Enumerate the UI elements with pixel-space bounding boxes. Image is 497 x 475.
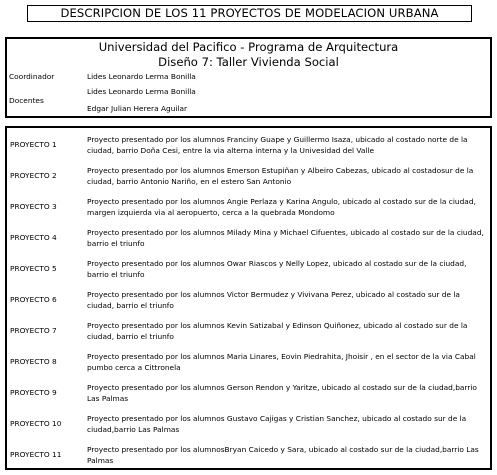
course-info-box [5,37,492,118]
project-label: PROYECTO 6 [10,295,57,304]
coordinator-name: Lides Leonardo Lerma Bonilla [87,72,196,81]
project-label: PROYECTO 10 [10,419,62,428]
project-description: Proyecto presentado por los alumnos Franciny Guape y Guillermo Isaza, ubicado al costado norte de la ciudad, barrio Doña Cesi, entre la via alterna interna y la Univesidad del Valle [87,135,468,155]
project-description: Proyecto presentado por los alumnos Angie Perlaza y Karina Angulo, ubicado al costado sur de la ciudad, margen izquierda via al aeropuerto, cerca a la quebrada Mondomo [87,197,476,217]
project-description: Proyecto presentado por los alumnos Gustavo Cajigas y Cristian Sanchez, ubicado al costado sur de la ciudad,barrio Las Palmas [87,414,467,434]
teacher-name: Edgar Julian Herera Aguilar [87,104,188,113]
project-description: Proyecto presentado por los alumnosBryan Caicedo y Sara, ubicado al costado sur de la ciudad,barrio Las Palmas [87,445,479,465]
projects-table [5,126,492,470]
teacher-name: Lides Leonardo Lerma Bonilla [87,87,196,96]
project-label: PROYECTO 2 [10,171,57,180]
project-row [7,224,490,254]
project-label: PROYECTO 8 [10,357,57,366]
project-description: Proyecto presentado por los alumnos Owar Riascos y Nelly Lopez, ubicado al costado sur de la ciudad, barrio el triunfo [87,259,467,279]
project-row [7,379,490,409]
project-row [7,317,490,347]
project-row [7,131,490,161]
coordinator-label: Coordinador [9,72,55,81]
project-label: PROYECTO 3 [10,202,57,211]
project-row [7,410,490,440]
project-description: Proyecto presentado por los alumnos Gerson Rendon y Yaritze, ubicado al costado sur de la ciudad,barrio Las Palmas [87,383,477,403]
project-description: Proyecto presentado por los alumnos Milady Mina y Michael Cifuentes, ubicado al costado sur de la ciudad, barrio el triunfo [87,228,484,248]
university-program-heading: Universidad del Pacifico - Programa de Arquitectura [98,40,399,54]
project-description: Proyecto presentado por los alumnos Victor Bermudez y Vivivana Perez, ubicado al costado sur de la ciudad, barrio el triunfo [87,290,460,310]
project-label: PROYECTO 11 [10,450,62,459]
project-label: PROYECTO 4 [10,233,57,242]
project-label: PROYECTO 9 [10,388,57,397]
project-description: Proyecto presentado por los alumnos Maria Linares, Eovin Piedrahita, Jhoisir , en el sector de la via Cabal pumbo cerca a Cittronela [87,352,476,372]
project-label: PROYECTO 7 [10,326,57,335]
project-label: PROYECTO 5 [10,264,57,273]
project-row [7,255,490,285]
teachers-label: Docentes [9,96,44,105]
project-row [7,348,490,378]
document-title: DESCRIPCION DE LOS 11 PROYECTOS DE MODELACION URBANA [27,5,472,22]
project-description: Proyecto presentado por los alumnos Kevin Satizabal y Edinson Quiñonez, ubicado al costado sur de la ciudad, barrio el triunfo [87,321,468,341]
project-row [7,286,490,316]
project-row [7,162,490,192]
project-description: Proyecto presentado por los alumnos Emerson Estupiñan y Albeiro Cabezas, ubicado al costadosur de la ciudad, barrio Antonio Nariño, en el estero San Antonio [87,166,474,186]
project-row [7,441,490,471]
course-heading: Diseño 7: Taller Vivienda Social [158,55,339,69]
project-row [7,193,490,223]
project-label: PROYECTO 1 [10,140,57,149]
